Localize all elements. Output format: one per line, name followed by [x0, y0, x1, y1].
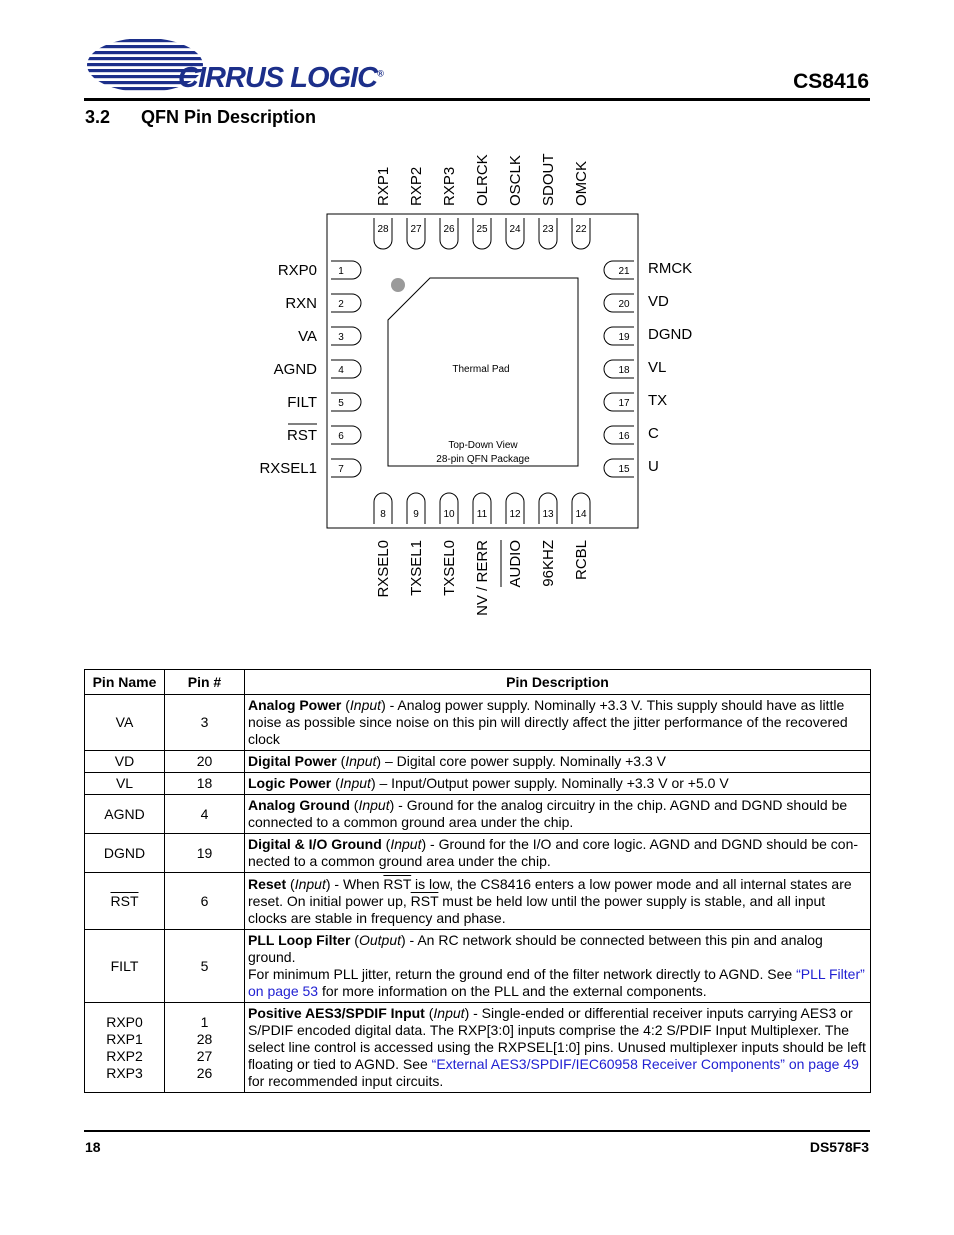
pin-label-right: TX: [648, 392, 668, 409]
pin-number-bottom: 13: [542, 509, 554, 520]
footer-rule: [84, 1130, 870, 1132]
pins-layer: [259, 154, 692, 616]
pin-label-bottom: RXSEL0: [375, 540, 392, 598]
pin-number-top: 22: [575, 224, 587, 235]
col-header-pin-name: Pin Name: [85, 670, 165, 695]
table-row: [85, 834, 871, 873]
pin-number: 18: [165, 773, 245, 795]
table-header-row: [85, 670, 871, 695]
pin-label-left: RST: [287, 427, 317, 444]
pin-number: 4: [165, 795, 245, 834]
pin1-marker: [391, 278, 405, 292]
pin-number: 6: [165, 873, 245, 930]
pin-number-left: 6: [338, 431, 344, 442]
pin-label-bottom: RCBL: [573, 540, 590, 581]
pin-description: Reset (Input) - When $\overline{RST}$ is low, the CS8416 enters a low power mode and all internal states are reset. On initial power up, $\overline{RST}$ must be held low until the power supply is stable, and all input clocks are stable in frequency and phase.: [245, 873, 871, 930]
pin-number-left: 7: [338, 464, 344, 475]
pin-label-top: RXP3: [441, 166, 458, 206]
company-name: CIRRUS LOGIC®: [178, 62, 383, 94]
pin-number-top: 26: [443, 224, 455, 235]
pin-number-left: 1: [338, 266, 344, 277]
pin-number-right: 20: [618, 299, 630, 310]
header-rule: [84, 98, 870, 101]
pin-name: AGND: [85, 795, 165, 834]
pin-number-bottom: 9: [413, 509, 419, 520]
pin-description: Positive AES3/SPDIF Input (Input) - Single-ended or differential receiver inputs carrying AES3 or S/PDIF encoded digital data. The RXP[3:0] inputs comprise the 4:2 S/PDIF Input Multiplexer. The select line control is accessed using the RXPSEL[1:0] pins. Unused multiplexer inputs should be left floating or tied to AGND. See “External AES3/SPDIF/IEC60958 Receiver Components” on page 49 for recommended input circuits.: [245, 1003, 871, 1093]
pin-label-left: RXN: [285, 295, 317, 312]
pin-number-bottom: 11: [476, 509, 488, 520]
table-row: [85, 1003, 871, 1093]
pin-label-bottom: TXSEL0: [441, 540, 458, 596]
pin-label-right: C: [648, 425, 659, 442]
pin-number-top: 23: [542, 224, 554, 235]
receiver-components-link[interactable]: “External AES3/SPDIF/IEC60958 Receiver Components” on page 49: [431, 1056, 859, 1072]
pin-label-right: U: [648, 458, 659, 475]
pin-label-left: FILT: [287, 394, 317, 411]
pin-pad-left: [331, 393, 361, 411]
pin-name: RXP0 RXP1 RXP2 RXP3: [85, 1003, 165, 1093]
pin-label-left: RXSEL1: [259, 460, 317, 477]
pin-number-bottom: 14: [575, 509, 587, 520]
pin-number-top: 25: [476, 224, 488, 235]
pin-name: VD: [85, 751, 165, 773]
pin-number-right: 19: [618, 332, 630, 343]
pin-pad-left: [331, 360, 361, 378]
pin-pad-left: [331, 459, 361, 477]
table-row: [85, 695, 871, 751]
page-number: 18: [85, 1139, 101, 1155]
pin-label-left: AGND: [273, 361, 317, 378]
pin-name: $\overline{RST}$: [85, 873, 165, 930]
pin-number-left: 2: [338, 299, 344, 310]
pin-number-right: 15: [618, 464, 630, 475]
pin-label-right: DGND: [648, 326, 693, 343]
thermal-pad-label: Thermal Pad: [452, 364, 510, 375]
pin-description: Digital Power (Input) – Digital core power supply. Nominally +3.3 V: [245, 751, 871, 773]
pin-name: DGND: [85, 834, 165, 873]
pin-pad-left: [331, 294, 361, 312]
pin-label-bottom: 96KHZ: [540, 540, 557, 587]
pin-number: 19: [165, 834, 245, 873]
qfn-pinout-diagram: [0, 140, 954, 640]
section-title: [85, 107, 316, 128]
pin-label-bottom: TXSEL1: [408, 540, 425, 596]
pin-number-bottom: 8: [380, 509, 386, 520]
pin-name: VA: [85, 695, 165, 751]
pin-pad-left: [331, 261, 361, 279]
pin-label-right: VL: [648, 359, 667, 376]
pll-filter-link[interactable]: “PLL Filter” on page 53: [248, 966, 865, 999]
pin-pad-left: [331, 426, 361, 444]
package-label: 28-pin QFN Package: [436, 454, 530, 465]
pin-number-bottom: 12: [509, 509, 521, 520]
pin-number: 3: [165, 695, 245, 751]
table-row: [85, 930, 871, 1003]
pin-label-top: SDOUT: [540, 153, 557, 206]
pin-description-table: [84, 669, 871, 1093]
pin-number: 5: [165, 930, 245, 1003]
pin-number-right: 18: [618, 365, 630, 376]
pin-number-left: 4: [338, 365, 344, 376]
pin-label-top: OMCK: [573, 161, 590, 206]
pin-description: PLL Loop Filter (Output) - An RC network should be connected between this pin and analog ground. For minimum PLL jitter, return the ground end of the filter network directly to AGND. See “PLL Filter” on page 53 for more information on the PLL and the external components.: [245, 930, 871, 1003]
col-header-pin-desc: Pin Description: [245, 670, 871, 695]
table-row: [85, 773, 871, 795]
pin-number-right: 16: [618, 431, 630, 442]
pin-number-bottom: 10: [443, 509, 455, 520]
pin-label-left: RXP0: [277, 262, 317, 279]
pin-number: 1 28 27 26: [165, 1003, 245, 1093]
pin-number-top: 28: [377, 224, 389, 235]
pin-label-top: OSCLK: [507, 155, 524, 206]
pin-number-top: 27: [410, 224, 422, 235]
col-header-pin-num: Pin #: [165, 670, 245, 695]
pin-label-top: OLRCK: [474, 154, 491, 206]
pin-label-top: RXP2: [408, 166, 425, 206]
pin-pad-left: [331, 327, 361, 345]
pin-number-top: 24: [509, 224, 521, 235]
pin-label-left: VA: [298, 328, 317, 345]
pin-number-right: 17: [618, 398, 630, 409]
section-name: QFN Pin Description: [141, 107, 317, 127]
pin-name: VL: [85, 773, 165, 795]
pin-label-bottom: AUDIO: [507, 540, 524, 588]
pin-label-right: RMCK: [648, 260, 693, 277]
pin-name: FILT: [85, 930, 165, 1003]
pin-description: Analog Ground (Input) - Ground for the analog circuitry in the chip. AGND and DGND should be connected to a common ground area under the chip.: [245, 795, 871, 834]
pin-label-top: RXP1: [375, 166, 392, 206]
table-row: [85, 873, 871, 930]
pin-label-right: VD: [648, 293, 669, 310]
view-label: Top-Down View: [448, 440, 518, 451]
document-id: DS578F3: [809, 1139, 869, 1155]
pin-description: Analog Power (Input) - Analog power supply. Nominally +3.3 V. This supply should have as little noise as possible since noise on this pin will directly affect the jitter performance of the recovered clock: [245, 695, 871, 751]
pin-number-right: 21: [618, 266, 630, 277]
table-row: [85, 795, 871, 834]
pin-description: Digital & I/O Ground (Input) - Ground for the I/O and core logic. AGND and DGND should be con-nected to a common ground area under the chip.: [245, 834, 871, 873]
pin-number-left: 3: [338, 332, 344, 343]
section-number: 3.2: [85, 107, 111, 127]
pin-description: Logic Power (Input) – Input/Output power supply. Nominally +3.3 V or +5.0 V: [245, 773, 871, 795]
table-row: [85, 751, 871, 773]
pin-number-left: 5: [338, 398, 344, 409]
pin-number: 20: [165, 751, 245, 773]
part-number: CS8416: [793, 70, 869, 93]
pin-label-bottom: NV / RERR: [474, 540, 491, 616]
